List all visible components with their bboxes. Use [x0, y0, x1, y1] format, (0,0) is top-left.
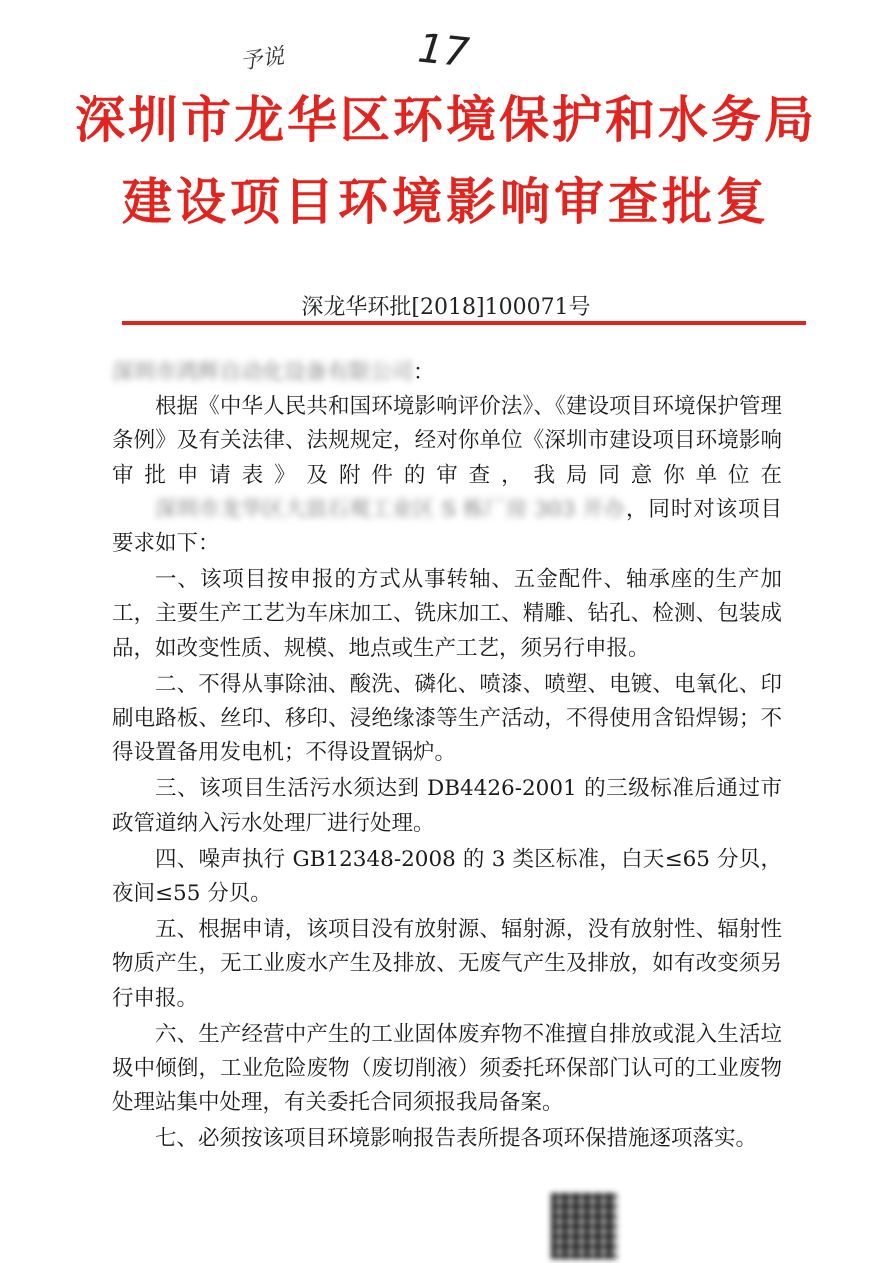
requirement-item-4: 四、噪声执行 GB12348-2008 的 3 类区标准，白天≤65 分贝，夜间≤55 分贝。 [112, 846, 782, 907]
document-number: 深龙华环批[2018]100071号 [301, 295, 591, 320]
redacted-location: 深圳市龙华区大浪石观工业区 S 栋厂房 303 开办 [155, 496, 626, 522]
addressee-line [112, 356, 782, 390]
document-title-line1: 深圳市龙华区环境保护和水务局 [75, 91, 817, 149]
requirement-item-2: 二、不得从事除油、酸洗、磷化、喷漆、喷塑、电镀、电氧化、印刷电路板、丝印、移印、浸绝缘漆等生产活动，不得使用含铅焊锡；不得设置备用发电机；不得设置锅炉。 [112, 671, 782, 766]
intro-text-part2: ，同时对该项目要求如下： [112, 496, 782, 557]
requirement-item-6: 六、生产经营中产生的工业固体废弃物不准擅自排放或混入生活垃圾中倾倒，工业危险废物（废切削液）须委托环保部门认可的工业废物处理站集中处理，有关委托合同须报我局备案。 [112, 1021, 782, 1116]
requirement-item-5: 五、根据申请，该项目没有放射源、辐射源，没有放射性、辐射性物质产生，无工业废水产生及排放、无废气产生及排放，如有改变须另行申报。 [112, 917, 782, 1011]
requirement-item-7: 七、必须按该项目环境影响报告表所提各项环保措施逐项落实。 [155, 1126, 758, 1152]
requirement-item-3: 三、该项目生活污水须达到 DB4426-2001 的三级标准后通过市政管道纳入污水处理厂进行处理。 [112, 776, 782, 836]
red-divider-line [122, 321, 806, 325]
requirement-item-1: 一、该项目按申报的方式从事转轴、五金配件、轴承座的生产加工，主要生产工艺为车床加工、铣床加工、精雕、钻孔、检测、包装成品，如改变性质、规模、地点或生产工艺，须另行申报。 [112, 567, 782, 661]
qr-code-icon [551, 1193, 617, 1259]
redacted-addressee: 深圳市鸿辉自动化设备有限公司 [112, 360, 414, 385]
addressee-colon: ： [413, 360, 435, 385]
intro-paragraph [112, 390, 782, 561]
handwritten-page-number: 17 [415, 25, 472, 77]
intro-text-part1: 根据《中华人民共和国环境影响评价法》、《建设项目环境保护管理条例》及有关法律、法规规定，经对你单位《深圳市建设项目环境影响审批申请表》及附件的审查，我局同意你单位在 [112, 394, 782, 488]
letter-body [112, 356, 782, 1159]
document-title-line2: 建设项目环境影响审查批复 [122, 173, 770, 231]
handwritten-note: 予说 [238, 44, 286, 75]
